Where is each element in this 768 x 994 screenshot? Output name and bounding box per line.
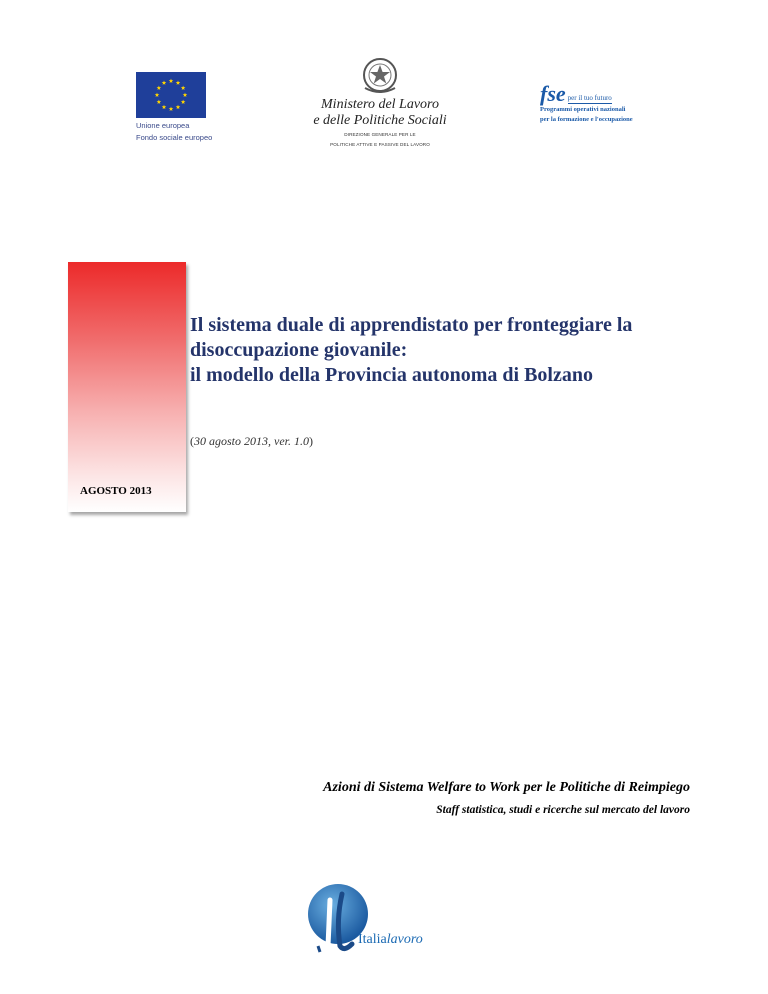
eu-star-icon — [181, 86, 186, 90]
footer-program: Azioni di Sistema Welfare to Work per le Politiche di Reimpiego — [323, 780, 690, 795]
title-line3: il modello della Provincia autonoma di Bolzano — [190, 364, 593, 386]
eu-star-icon — [169, 79, 174, 83]
republic-emblem-icon — [360, 54, 400, 96]
eu-star-icon — [176, 80, 181, 84]
eu-star-icon — [155, 93, 160, 97]
italialavoro-logo — [300, 880, 450, 960]
fse-program-line2: per la formazione e l'occupazione — [540, 115, 633, 123]
document-subtitle — [190, 434, 313, 449]
ministry-name-line1: Ministero del Lavoro — [321, 97, 439, 112]
italialavoro-wordmark — [358, 932, 423, 948]
eu-caption-line1: Unione europea — [136, 121, 190, 130]
fse-logo — [540, 81, 640, 124]
title-line2: disoccupazione giovanile: — [190, 339, 408, 361]
eu-star-icon — [157, 100, 162, 104]
ministry-name-line2: e delle Politiche Sociali — [313, 113, 447, 128]
ministry-dept-line1: DIREZIONE GENERALE PER LE — [344, 132, 416, 137]
eu-star-icon — [169, 107, 174, 111]
ministry-dept-line2: POLITICHE ATTIVE E PASSIVE DEL LAVORO — [330, 142, 430, 147]
fse-program-line1: Programmi operativi nazionali — [540, 106, 626, 113]
date-badge: AGOSTO 2013 — [80, 485, 152, 497]
eu-star-icon — [176, 105, 181, 109]
eu-star-icon — [183, 93, 188, 97]
wordmark-part-a: Italia — [358, 932, 387, 947]
cover-gradient-bar — [68, 262, 186, 512]
subtitle-close-paren: ) — [309, 434, 313, 448]
fse-mark: fse — [540, 81, 566, 106]
eu-logo — [136, 72, 213, 142]
ministry-logo — [300, 54, 460, 154]
fse-tagline: per il tuo futuro — [567, 94, 612, 102]
footer-staff: Staff statistica, studi e ricerche sul mercato del lavoro — [436, 804, 690, 816]
document-title — [190, 313, 730, 388]
subtitle-text: 30 agosto 2013, ver. 1.0 — [194, 434, 309, 448]
wordmark-part-b: lavoro — [386, 932, 423, 947]
eu-star-icon — [157, 86, 162, 90]
eu-caption-line2: Fondo sociale europeo — [136, 133, 213, 142]
italialavoro-mark-icon — [300, 880, 380, 960]
title-line1: Il sistema duale di apprendistato per fronteggiare la — [190, 314, 633, 336]
eu-star-icon — [181, 100, 186, 104]
eu-star-icon — [162, 105, 167, 109]
eu-star-icon — [162, 80, 167, 84]
subtitle-open-paren: ( — [190, 434, 194, 448]
eu-flag-icon — [136, 72, 206, 118]
